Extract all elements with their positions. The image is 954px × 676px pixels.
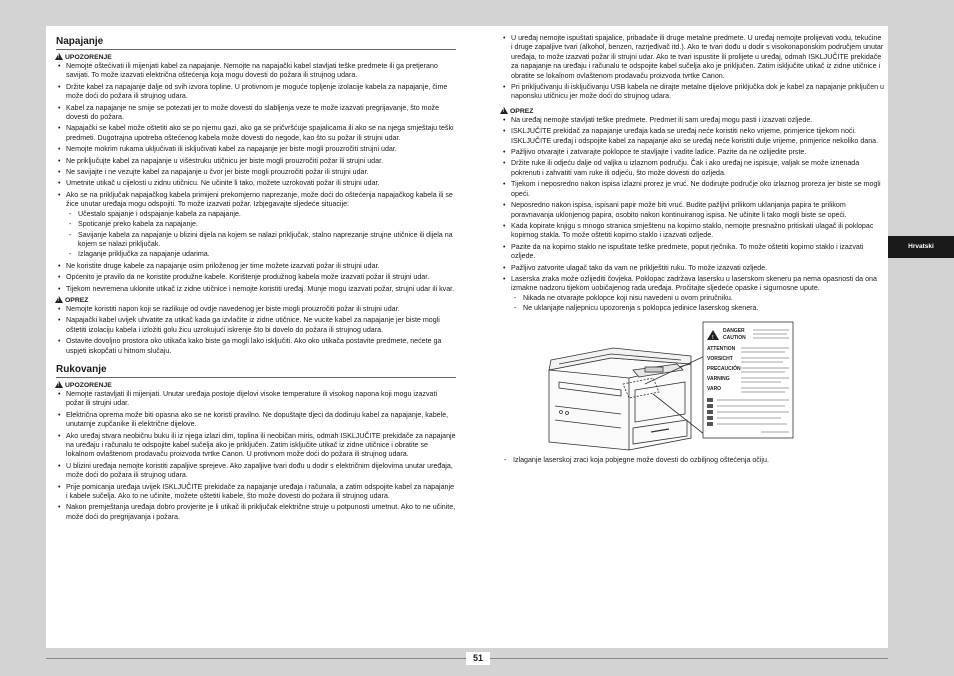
caution-heading bbox=[501, 107, 884, 116]
list-item: • Ostavite dovoljno prostora oko utikača kako biste ga mogli lako isključiti. Ako oko utikača postavite predmete, nećete ga uspjeti iskopčati u hitnom slučaju. bbox=[66, 337, 456, 356]
list-item: • U blizini uređaja nemojte koristiti zapaljive spreјeve. Ako zapaljive tvari dođu u dodir s električnim dijelovima unutar uređaja, može doći do požara ili strujnog udara. bbox=[66, 462, 456, 481]
right-column bbox=[501, 34, 884, 466]
list-item: • Tijekom i neposredno nakon ispisa izlazni prorez je vruć. Ne dodirujte područje oko izlaznog proreza jer biste se mogli opeći. bbox=[511, 180, 884, 199]
figure-caption-list bbox=[501, 456, 884, 465]
list-item: • Nemojte mokrim rukama uključivati ili isključivati kabel za napajanje jer biste mogli prouzročiti strujni udar. bbox=[66, 145, 456, 154]
caution-label: OPREZ bbox=[510, 107, 534, 115]
laser-warning-label bbox=[703, 322, 793, 438]
list-item: • Nemojte koristiti napon koji se razlikuje od ovdje navedenog jer biste mogli prouzročiti požar ili strujni udar. bbox=[66, 305, 456, 314]
list-item: • Napajački se kabel može oštetiti ako se po njemu gazi, ako ga se pričvršćuje spajalicama ili ako se na njega smještaju teški predmeti. Dugotrajna upotreba oštećenog kabela može dovesti do negode, kao što su požar ili strujni udar. bbox=[66, 124, 456, 143]
warning-heading bbox=[56, 53, 456, 62]
left-column bbox=[56, 26, 456, 524]
list-item-text: Laserska zraka može ozlijediti čovjeka. Poklopac zadržava lasersku u laserskom skeneru pa nema opasnosti da ona izmakne nadzoru tijekom uobičajenog rada uređaja. Pročitajte sljedeće opaske i sigurnosne upute. bbox=[511, 274, 877, 293]
section-title-napajanje: Napajanje bbox=[56, 36, 456, 50]
list-item: • Pazite da na kopirno staklo ne ispuštate teške predmete, poput rječnika. To može oštetiti kopirno staklo i izazvati ozljede. bbox=[511, 243, 884, 262]
sub-item: - Učestalo spajanje i odspajanje kabela za napajanje. bbox=[78, 210, 456, 219]
sub-item: - Ne uklanjajte naljepnicu upozorenja s poklopca jedinice laserskog skenera. bbox=[523, 304, 884, 313]
list-item: • Pri priključivanju ili isključivanju USB kabela ne dirajte metalne dijelove priključka dok je kabel za napajanje priključen u naponsku utičnicu jer može doći do strujnog udara. bbox=[511, 83, 884, 102]
label-word-danger: DANGER bbox=[723, 327, 745, 334]
label-word-caution: CAUTION bbox=[723, 334, 746, 341]
label-word-attention: ATTENTION bbox=[707, 345, 736, 352]
sub-item: - Nikada ne otvarajte poklopce koji nisu navedeni u ovom priručniku. bbox=[523, 294, 884, 303]
list-item: • Držite ruke ili odjeću dalje od valjka u izlaznom području. Čak i ako uređaj ne ispisuje, valjak se može iznenada pokrenuti i zahvatiti vam ruke ili odjeću, što može dovesti do ozljeda. bbox=[511, 159, 884, 178]
handling-warning-list bbox=[56, 390, 456, 522]
list-item bbox=[511, 275, 884, 314]
power-caution-list bbox=[56, 305, 456, 356]
warning-icon bbox=[55, 53, 63, 60]
caution-icon bbox=[55, 296, 63, 303]
page-number: 51 bbox=[466, 652, 490, 665]
caution-icon bbox=[500, 107, 508, 114]
printer-illustration bbox=[541, 320, 795, 456]
list-item: • Kada kopirate knjigu s mnogo stranica smještenu na kopirno staklo, nemojte presnažno pritiskati ulagač ili poklopac kopirnog stakla. To može oštetiti kopirno staklo i izazvati ozljede. bbox=[511, 222, 884, 241]
list-item: • Električna oprema može biti opasna ako se ne koristi pravilno. Ne dopuštajte djeci da dodiruju kabel za napajanje, kabele, unutarnje zupčanike ili električne dijelove. bbox=[66, 411, 456, 430]
sub-item: - Spoticanje preko kabela za napajanje. bbox=[78, 220, 456, 229]
list-item: • Nemojte rastavljati ili mijenjati. Unutar uređaja postoje dijelovi visoke temperature ili visokog napona koji mogu izazvati požar ili strujni udar. bbox=[66, 390, 456, 409]
caution-heading bbox=[56, 296, 456, 305]
list-item: • Neposredno nakon ispisa, ispisani papir može biti vruć. Budite pažljivi prilikom uklanjanja papira te prilikom poravnavanja uklonjenog papira, osobito nakon kontinuiranog ispisa. Ne učinite li tako mogli biste se opeći. bbox=[511, 201, 884, 220]
warning-label: UPOZORENJE bbox=[65, 381, 112, 389]
section-title-rukovanje: Rukovanje bbox=[56, 364, 456, 378]
warning-heading bbox=[56, 381, 456, 390]
handling-caution-list bbox=[501, 116, 884, 314]
warning-label: UPOZORENJE bbox=[65, 54, 112, 61]
list-item: • Nakon premještanja uređaja dobro provjerite je li utikač ili priključak električne struje u potpunosti umetnut. Ako to ne učinite, može doći do pregrijavanja i požara. bbox=[66, 503, 456, 522]
list-item: • ISKLJUČITE prekidač za napajanje uređaja kada se uređaj neće koristiti neko vrijeme, primjerice tijekom noći. ISKLJUČITE uređaj i odspojite kabel za napajanje ako se uređaj neće koristiti dulje vrijeme, primjerice nekoliko dana. bbox=[511, 127, 884, 146]
list-item-text: Ako se na priključak napajačkog kabela primijeni prekomjerno naprezanje, može doći do oštećenja napajačkog kabela ili se žice unutar uređaja mogu odspojiti. To može izazvati požar. Izbjegavajte sljedeće situacije: bbox=[66, 190, 453, 209]
caution-label: OPREZ bbox=[65, 296, 89, 304]
list-item: • Pažljivo otvarajte i zatvarajte poklopce te stavljajte i vadite ladice. Pazite da ne ozlijedite prste. bbox=[511, 148, 884, 157]
power-warning-list bbox=[56, 62, 456, 294]
list-item: • Prije pomicanja uređaja uvijek ISKLJUČITE prekidače za napajanje uređaja i računala, a zatim odspojite kabel za napajanje i kabele sučelja. Ako to ne učinite, možete oštetiti kabele, što može dovesti do požara ili strujnog udara. bbox=[66, 483, 456, 502]
list-item: • Pažljivo zatvorite ulagač tako da vam ne priklještiti ruku. To može izazvati ozljede. bbox=[511, 264, 884, 273]
list-item: • Nemojte oštećivati ili mijenjati kabel za napajanje. Nemojte na napajački kabel stavljati teške predmete ili ga pretjerano savijati. To može izazvati električna oštećenja koja mogu dovesti do požara ili strujnog udara. bbox=[66, 62, 456, 81]
list-item: • Ne koristite druge kabele za napajanje osim priloženog jer time možete izazvati požar ili strujni udar. bbox=[66, 262, 456, 271]
printer-laser-label-figure bbox=[541, 320, 795, 456]
manual-page bbox=[46, 26, 888, 648]
sub-item: - Izlaganje priključka za napajanje udarima. bbox=[78, 250, 456, 259]
list-item: • Na uređaj nemojte stavljati teške predmete. Predmet ili sam uređaj mogu pasti i izazvati ozljede. bbox=[511, 116, 884, 125]
figure-caption: - Izlaganje laserskoj zraci koja pobjegne može dovesti do ozbiljnog oštećenja očiju. bbox=[513, 456, 884, 465]
list-item: • Ne priključujte kabel za napajanje u višestruku utičnicu jer biste mogli prouzročiti požar ili strujni udar. bbox=[66, 157, 456, 166]
language-tab: Hrvatski bbox=[888, 236, 954, 258]
label-word-varo: VARO bbox=[707, 385, 722, 392]
list-item: • Općenito je pravilo da ne koristite produžne kabele. Korištenje produžnog kabela može izazvati požar ili strujni udar. bbox=[66, 273, 456, 282]
list-item: • Ne savijajte i ne vezujte kabel za napajanje u čvor jer biste mogli prouzročiti požar ili strujni udar. bbox=[66, 168, 456, 177]
list-item: • U uređaj nemojte ispuštati spajalice, pribadače ili druge metalne predmete. U uređaj nemojte prolijevati vodu, tekućine i druge zapaljive tvari (alkohol, benzen, razrjeđivač itd.). Ako te tvari dođu u dodir s visokonaponskim područjem unutar uređaja, to može izazvati požar ili strujni udar. Ako te tvari ispustite ili prolijete u uređaj, odmah ISKLJUČITE prekidače za napajanje na uređaju i računalu te odspojite kabel sučelja ako je priključen. Zatim isključite utikač iz zidne utičnice i obratite se lokalnom ovlaštenom prodavaču proizvoda tvrtke Canon. bbox=[511, 34, 884, 81]
label-word-precaucion: PRECAUCIÓN bbox=[707, 365, 741, 372]
label-word-vorsicht: VORSICHT bbox=[707, 355, 733, 362]
list-item: • Tijekom nevremena uklonite utikač iz zidne utičnice i nemojte koristiti uređaj. Munje mogu izazvati požar, strujni udar ili kvar. bbox=[66, 285, 456, 294]
list-item: • Kabel za napajanje ne smije se potezati jer to može dovesti do slabljenja veze te može izazvati pregrijavanje, što može dovesti do požara. bbox=[66, 104, 456, 123]
list-item: • Napajački kabel uvijek uhvatite za utikač kada ga izvlačite iz zidne utičnice. Ne vucite kabel za napajanje jer biste mogli oštetiti izolaciju kabela i izložiti golu žicu uzrokujući iskrenje što bi dovelo do požara ili strujnog udara. bbox=[66, 316, 456, 335]
label-word-varning: VARNING bbox=[707, 375, 730, 382]
list-item: • Ako uređaj stvara neobičnu buku ili iz njega izlazi dim, toplina ili neobičan miris, odmah ISKLJUČITE prekidače za napajanje na uređaju i računalu te odspojite kabel sučelja ako je priključen. Zatim isključite utikač iz zidne utičnice i obratite se lokalnom ovlaštenom prodavaču proizvoda tvrtke Canon. U protivnom može doći do požara ili strujnog udara. bbox=[66, 432, 456, 460]
metal-objects-list bbox=[501, 34, 884, 102]
laser-notes bbox=[511, 294, 884, 314]
situation-list bbox=[66, 210, 456, 260]
svg-text:!: ! bbox=[712, 334, 714, 341]
warning-icon bbox=[55, 381, 63, 388]
list-item: • Umetnite utikač u cijelosti u zidnu utičnicu. Ne učinite li tako, možete uzrokovati požar ili strujni udar. bbox=[66, 179, 456, 188]
sub-item: - Savijanje kabela za napajanje u blizini dijela na kojem se nalazi priključak, stalno naprezanje strujne utičnice ili dijela na kojem se nalazi priključak. bbox=[78, 231, 456, 250]
list-item: • Držite kabel za napajanje dalje od svih izvora topline. U protivnom je moguće topljenje izolacije kabela za napajanje, čime može doći do požara ili strujnog udara. bbox=[66, 83, 456, 102]
list-item bbox=[66, 191, 456, 260]
